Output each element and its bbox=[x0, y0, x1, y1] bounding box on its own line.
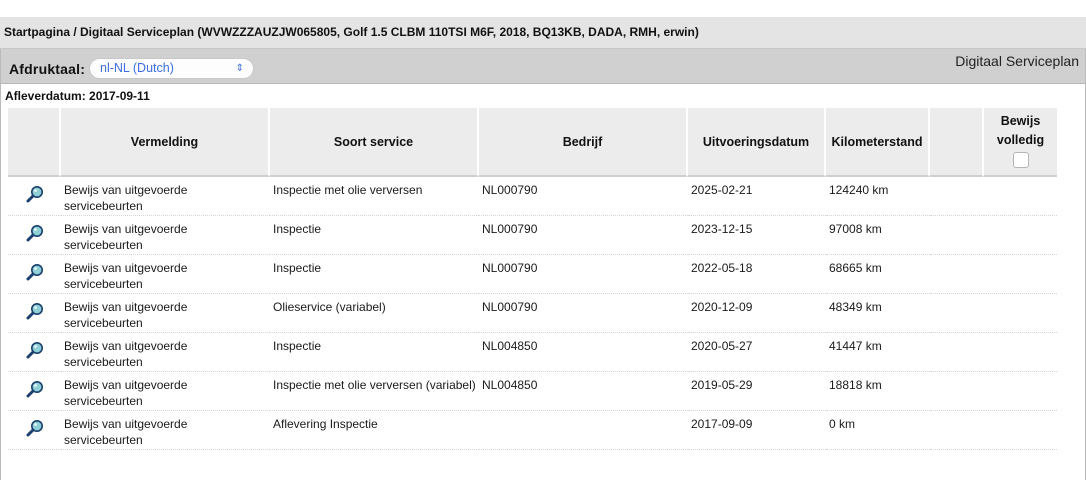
cell-date: 2017-09-09 bbox=[688, 411, 826, 450]
cell-mileage: 18818 km bbox=[826, 372, 930, 411]
cell-proof bbox=[984, 216, 1057, 255]
cell-service-type: Olieservice (variabel) bbox=[270, 294, 479, 333]
cell-entry: Bewijs van uitgevoerde servicebeurten bbox=[61, 216, 270, 255]
table-row bbox=[8, 372, 1057, 411]
cell-entry: Bewijs van uitgevoerde servicebeurten bbox=[61, 333, 270, 372]
delivery-date: Afleverdatum: 2017-09-11 bbox=[5, 89, 150, 103]
cell-entry: Bewijs van uitgevoerde servicebeurten bbox=[61, 177, 270, 216]
cell-proof bbox=[984, 333, 1057, 372]
print-language-select[interactable] bbox=[89, 58, 254, 79]
service-plan-panel bbox=[0, 49, 1086, 480]
view-button[interactable] bbox=[8, 216, 61, 255]
proof-complete-checkbox[interactable] bbox=[1013, 152, 1029, 168]
header-proof-line1: Bewijs bbox=[1000, 114, 1041, 128]
magnifier-icon[interactable] bbox=[25, 301, 45, 321]
cell-company: NL000790 bbox=[479, 294, 688, 333]
cell-date: 2022-05-18 bbox=[688, 255, 826, 294]
cell-service-type: Inspectie bbox=[270, 216, 479, 255]
view-button[interactable] bbox=[8, 333, 61, 372]
chevron-updown-icon: ⇕ bbox=[235, 63, 244, 74]
cell-service-type: Inspectie bbox=[270, 333, 479, 372]
magnifier-icon[interactable] bbox=[25, 340, 45, 360]
print-language-value: nl-NL (Dutch) bbox=[100, 61, 174, 75]
cell-empty bbox=[930, 294, 984, 333]
magnifier-icon[interactable] bbox=[25, 223, 45, 243]
table-row bbox=[8, 177, 1057, 216]
cell-proof bbox=[984, 411, 1057, 450]
cell-mileage: 97008 km bbox=[826, 216, 930, 255]
toolbar bbox=[1, 49, 1085, 84]
table-row bbox=[8, 333, 1057, 372]
cell-company: NL000790 bbox=[479, 177, 688, 216]
view-button[interactable] bbox=[8, 294, 61, 333]
magnifier-icon[interactable] bbox=[25, 379, 45, 399]
cell-mileage: 68665 km bbox=[826, 255, 930, 294]
cell-mileage: 0 km bbox=[826, 411, 930, 450]
cell-service-type: Aflevering Inspectie bbox=[270, 411, 479, 450]
header-entry: Vermelding bbox=[61, 108, 270, 177]
magnifier-icon[interactable] bbox=[25, 262, 45, 282]
table-row bbox=[8, 411, 1057, 450]
header-proof-complete bbox=[984, 108, 1057, 177]
cell-date: 2023-12-15 bbox=[688, 216, 826, 255]
cell-proof bbox=[984, 255, 1057, 294]
cell-proof bbox=[984, 177, 1057, 216]
cell-entry: Bewijs van uitgevoerde servicebeurten bbox=[61, 255, 270, 294]
header-service-type: Soort service bbox=[270, 108, 479, 177]
cell-entry: Bewijs van uitgevoerde servicebeurten bbox=[61, 372, 270, 411]
cell-mileage: 124240 km bbox=[826, 177, 930, 216]
cell-empty bbox=[930, 255, 984, 294]
cell-service-type: Inspectie met olie verversen (variabel) bbox=[270, 372, 479, 411]
cell-entry: Bewijs van uitgevoerde servicebeurten bbox=[61, 294, 270, 333]
cell-proof bbox=[984, 294, 1057, 333]
magnifier-icon[interactable] bbox=[25, 418, 45, 438]
cell-mileage: 41447 km bbox=[826, 333, 930, 372]
cell-empty bbox=[930, 411, 984, 450]
cell-service-type: Inspectie bbox=[270, 255, 479, 294]
cell-company bbox=[479, 411, 688, 450]
header-date: Uitvoeringsdatum bbox=[688, 108, 826, 177]
cell-service-type: Inspectie met olie verversen bbox=[270, 177, 479, 216]
cell-empty bbox=[930, 177, 984, 216]
cell-date: 2020-05-27 bbox=[688, 333, 826, 372]
view-button[interactable] bbox=[8, 255, 61, 294]
header-company: Bedrijf bbox=[479, 108, 688, 177]
magnifier-icon[interactable] bbox=[25, 184, 45, 204]
cell-company: NL000790 bbox=[479, 216, 688, 255]
cell-mileage: 48349 km bbox=[826, 294, 930, 333]
header-empty-column bbox=[930, 108, 984, 177]
cell-empty bbox=[930, 216, 984, 255]
view-button[interactable] bbox=[8, 372, 61, 411]
cell-company: NL004850 bbox=[479, 372, 688, 411]
header-proof-line2: volledig bbox=[996, 133, 1045, 147]
header-mileage: Kilometerstand bbox=[826, 108, 930, 177]
cell-company: NL004850 bbox=[479, 333, 688, 372]
header-icon-column bbox=[8, 108, 61, 177]
cell-date: 2020-12-09 bbox=[688, 294, 826, 333]
table-row bbox=[8, 255, 1057, 294]
table-header-row bbox=[8, 108, 1057, 177]
service-table bbox=[8, 108, 1057, 450]
table-row bbox=[8, 294, 1057, 333]
cell-empty bbox=[930, 372, 984, 411]
page-title: Digitaal Serviceplan bbox=[955, 53, 1079, 69]
view-button[interactable] bbox=[8, 411, 61, 450]
cell-date: 2025-02-21 bbox=[688, 177, 826, 216]
cell-proof bbox=[984, 372, 1057, 411]
table-row bbox=[8, 216, 1057, 255]
cell-date: 2019-05-29 bbox=[688, 372, 826, 411]
cell-entry: Bewijs van uitgevoerde servicebeurten bbox=[61, 411, 270, 450]
cell-empty bbox=[930, 333, 984, 372]
view-button[interactable] bbox=[8, 177, 61, 216]
cell-company: NL000790 bbox=[479, 255, 688, 294]
print-language-label: Afdruktaal: bbox=[9, 61, 86, 77]
breadcrumb: Startpagina / Digitaal Serviceplan (WVWZZZAUZJW065805, Golf 1.5 CLBM 110TSI M6F, 2018, BQ13KB, DADA, RMH, erwin) bbox=[0, 17, 1086, 49]
